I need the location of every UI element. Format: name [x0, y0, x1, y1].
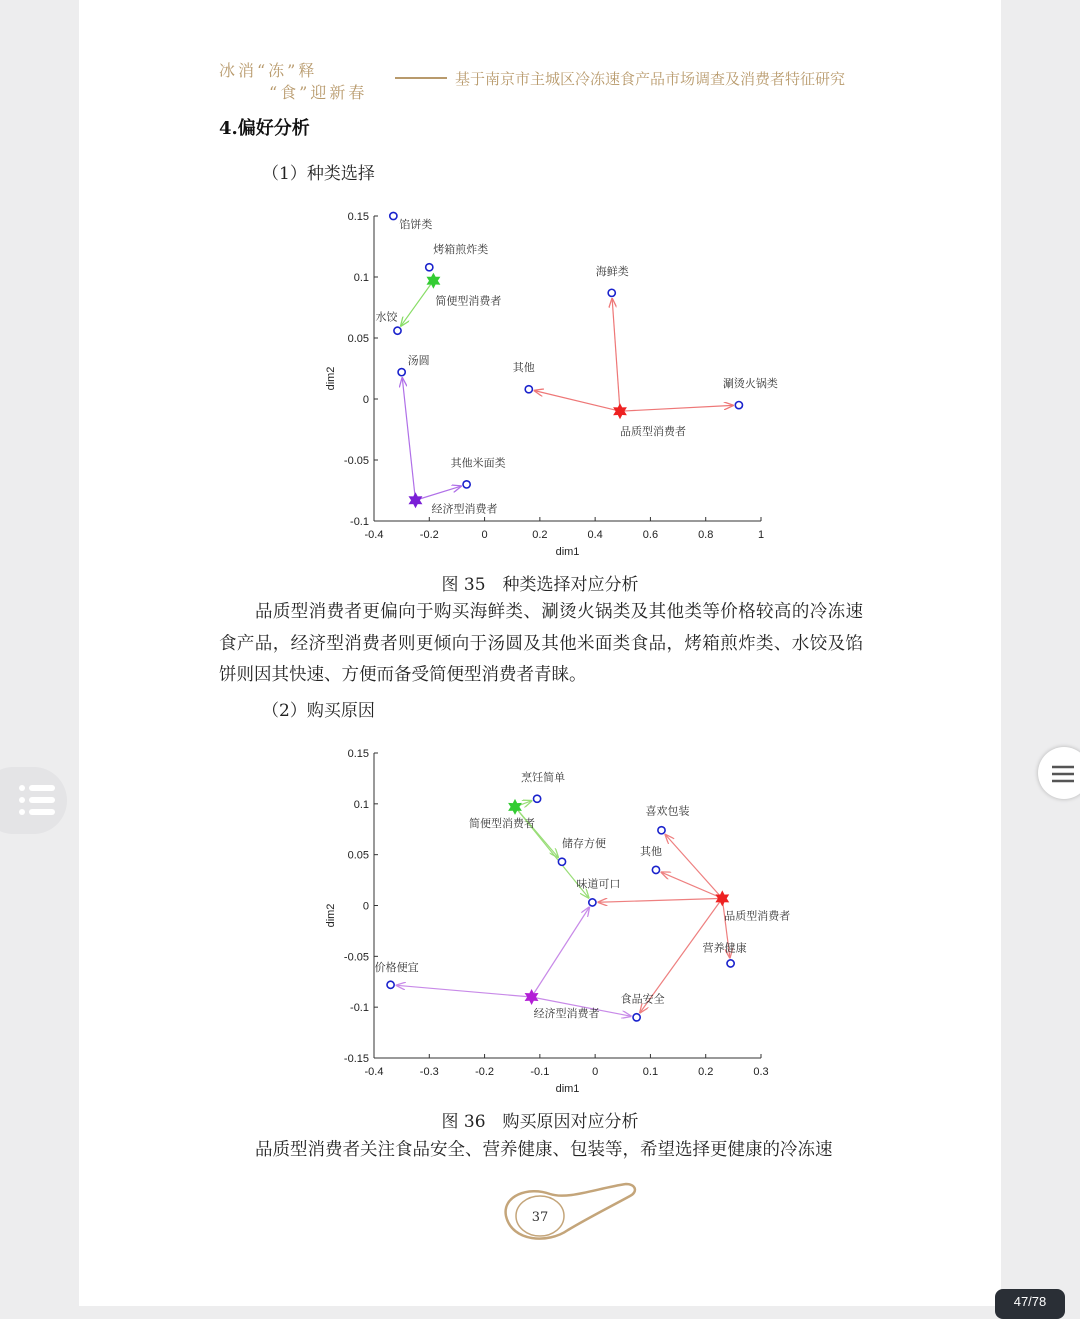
category-point: [727, 960, 734, 967]
header-title: 基于南京市主城区冷冻速食产品市场调查及消费者特征研究: [455, 70, 846, 88]
subsection-title-1: （1）种类选择: [262, 164, 375, 184]
category-point-label: 喜欢包装: [645, 804, 690, 818]
section-title: 4.偏好分析: [219, 118, 310, 139]
association-arrow: [598, 898, 722, 902]
y-tick-label: 0: [362, 394, 369, 406]
category-point-label: 其他: [639, 844, 662, 858]
x-axis-label: dim1: [555, 1083, 580, 1095]
x-tick-label: 0.8: [698, 529, 714, 541]
y-tick-label: 0.15: [347, 748, 369, 760]
consumer-type-label: 经济型消费者: [431, 502, 498, 516]
category-point-label: 营养健康: [702, 941, 747, 955]
category-point: [652, 866, 659, 873]
association-arrow: [397, 985, 532, 997]
x-tick-label: 0.4: [587, 529, 603, 541]
category-point-label: 烹饪简单: [521, 770, 566, 784]
consumer-type-label: 经济型消费者: [533, 1007, 600, 1020]
consumer-type-label: 简便型消费者: [468, 816, 535, 830]
category-point-label: 储存方便: [561, 836, 606, 850]
x-tick-label: -0.3: [419, 1066, 439, 1078]
logo-line-2: “食”迎新春: [269, 83, 368, 102]
category-point-label: 水饺: [375, 310, 398, 324]
category-point-label: 价格便宜: [374, 960, 419, 974]
y-tick-label: 0.05: [347, 333, 369, 345]
x-tick-label: -0.2: [419, 529, 439, 541]
x-tick-label: -0.2: [475, 1066, 495, 1078]
association-arrow: [661, 872, 722, 898]
x-tick-label: 0.1: [642, 1066, 659, 1078]
category-point: [387, 981, 394, 988]
category-point-label: 汤圆: [407, 354, 430, 368]
x-tick-label: 1: [757, 529, 765, 541]
paragraph-2: 品质型消费者关注食品安全、营养健康、包装等，希望选择更健康的冷冻速: [255, 1140, 833, 1160]
category-point-label: 涮烫火锅类: [722, 377, 778, 391]
y-tick-label: -0.1: [350, 1002, 369, 1015]
side-menu-button[interactable]: [1038, 747, 1080, 799]
y-axis-label: dim2: [325, 366, 337, 391]
x-tick-label: 0.3: [753, 1066, 769, 1078]
paragraph-1: 品质型消费者更偏向于购买海鲜类、涮烫火锅类及其他类等价格较高的冷冻速食产品，经济型消费者则更倾向于汤圆及其他米面类食品，烤箱煎炸类、水饺及馅饼则因其快速、方便而备受简便型消费者青睐。: [219, 602, 863, 685]
y-tick-label: -0.05: [343, 455, 369, 467]
list-icon: [0, 767, 67, 834]
category-point: [533, 795, 540, 802]
category-point-label: 烤箱煎炸类: [433, 243, 489, 257]
x-tick-label: 0.2: [698, 1066, 714, 1078]
x-tick-label: 0: [592, 1066, 599, 1078]
y-tick-label: -0.15: [343, 1053, 369, 1065]
category-point-label: 味道可口: [576, 877, 621, 891]
category-point: [633, 1014, 640, 1021]
y-tick-label: 0.05: [347, 849, 369, 862]
y-tick-label: 0.1: [353, 798, 369, 811]
category-point: [658, 827, 665, 834]
association-arrow: [532, 907, 590, 997]
category-point-label: 食品安全: [620, 992, 665, 1006]
page-number: 37: [531, 1210, 549, 1225]
x-axis-label: dim1: [555, 546, 580, 558]
subsection-title-2: （2）购买原因: [262, 701, 375, 721]
y-tick-label: 0: [362, 900, 369, 913]
x-tick-label: 0.2: [532, 529, 548, 541]
y-tick-label: -0.05: [343, 951, 369, 964]
category-point-label: 馅饼类: [399, 218, 433, 231]
consumer-type-label: 品质型消费者: [620, 425, 687, 439]
outline-menu-button[interactable]: [0, 767, 67, 834]
consumer-type-label: 品质型消费者: [724, 909, 791, 923]
page-indicator: 47/78: [995, 1289, 1065, 1319]
spoon-page-ornament: [498, 1182, 638, 1248]
x-tick-label: -0.1: [530, 1066, 550, 1078]
association-arrow: [665, 835, 722, 899]
consumer-type-label: 简便型消费者: [435, 294, 502, 308]
y-tick-label: -0.1: [350, 516, 369, 528]
figure-35-caption: 图 35 种类选择对应分析: [441, 575, 639, 595]
category-point: [589, 899, 596, 906]
category-point: [558, 858, 565, 865]
x-tick-label: -0.4: [364, 1066, 384, 1078]
hamburger-icon: [1038, 747, 1080, 799]
x-tick-label: 0: [481, 529, 488, 541]
y-tick-label: 0.15: [347, 211, 369, 223]
category-point-label: 其他米面类: [450, 456, 506, 470]
x-tick-label: -0.4: [364, 529, 384, 541]
y-tick-label: 0.1: [353, 272, 369, 284]
logo-line-1: 冰消“冻”释: [219, 61, 318, 80]
category-point-label: 其他: [512, 361, 535, 375]
category-point-label: 海鲜类: [595, 264, 629, 278]
x-tick-label: 0.6: [642, 529, 659, 541]
y-axis-label: dim2: [325, 903, 337, 928]
figure-36-caption: 图 36 购买原因对应分析: [441, 1112, 639, 1132]
